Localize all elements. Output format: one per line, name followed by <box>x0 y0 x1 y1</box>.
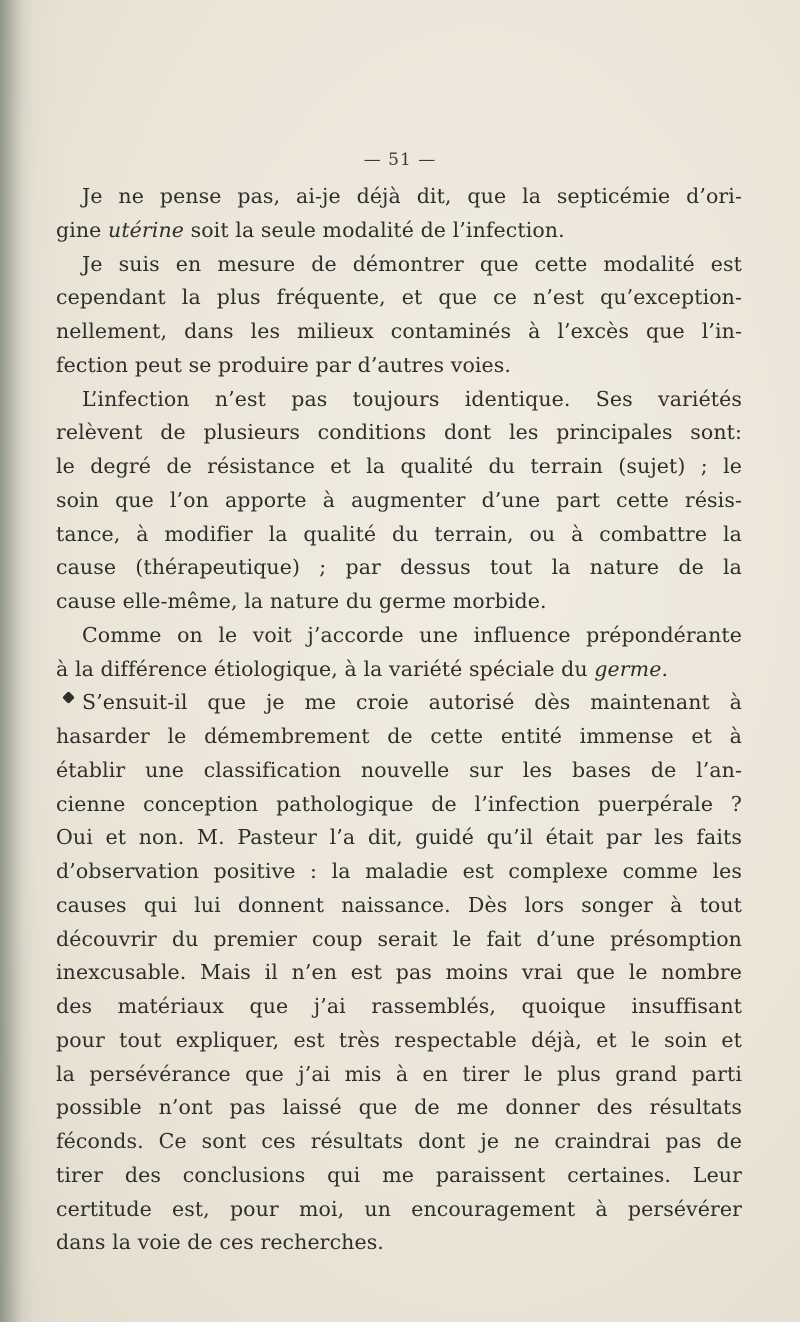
text-line: cependant la plus fréquente, et que ce n’est qu’exception- <box>56 285 742 310</box>
text-line: Comme on le voit j’accorde une influence prépondérante <box>82 622 742 647</box>
text-line: fection peut se produire par d’autres voies. <box>56 352 512 377</box>
text-line: des matériaux que j’ai rassemblés, quoique insuffisant <box>56 994 742 1018</box>
text-line: relèvent de plusieurs conditions dont les principales sont: <box>56 420 742 445</box>
text-line: hasarder le démembrement de cette entité immense et à <box>56 724 742 748</box>
text-line: pour tout expliquer, est très respectable déjà, et le soin et <box>56 1027 742 1052</box>
text-line: cienne conception pathologique de l’infection puerpérale ? <box>56 791 742 816</box>
binding-shadow <box>0 0 22 1322</box>
text-line: L’infection n’est pas toujours identique. Ses variétés <box>82 386 742 411</box>
text-line: féconds. Ce sont ces résultats dont je ne craindrai pas de <box>56 1129 742 1153</box>
text-line: Je suis en mesure de démontrer que cette modalité est <box>82 251 742 276</box>
text-line: inexcusable. Mais il n’en est pas moins vrai que le nombre <box>56 960 742 985</box>
text-line: découvrir du premier coup serait le fait d’une présomption <box>56 926 742 951</box>
text-line: établir une classification nouvelle sur les bases de l’an- <box>56 757 742 782</box>
text-line: la persévérance que j’ai mis à en tirer le plus grand parti <box>56 1061 742 1086</box>
text-segment: gine <box>56 217 109 242</box>
text-line: le degré de résistance et la qualité du terrain (sujet) ; le <box>56 454 742 478</box>
text-segment: à la différence étiologique, à la variété spéciale du <box>56 656 595 681</box>
text-line: nellement, dans les milieux contaminés à l’excès que l’in- <box>56 319 742 343</box>
text-line <box>56 214 742 248</box>
page-number: — 51 — <box>363 150 437 170</box>
text-line: Je ne pense pas, ai-je déjà dit, que la septicémie d’ori- <box>82 184 742 208</box>
body-text <box>56 180 742 1260</box>
text-line: certitude est, pour moi, un encouragement à persévérer <box>56 1196 742 1221</box>
text-segment: . <box>661 656 669 681</box>
text-segment: soit la seule modalité de l’infection. <box>184 217 565 242</box>
text-line: cause (thérapeutique) ; par dessus tout la nature de la <box>56 555 742 580</box>
text-line: possible n’ont pas laissé que de me donner des résultats <box>56 1095 742 1120</box>
text-line: S’ensuit-il que je me croie autorisé dès maintenant à <box>82 690 742 715</box>
text-line <box>56 653 742 687</box>
text-line: tance, à modifier la qualité du terrain, ou à combattre la <box>56 521 742 546</box>
text-line: soin que l’on apporte à augmenter d’une part cette résis- <box>56 487 742 512</box>
italic-term: germe <box>594 656 662 681</box>
text-line: causes qui lui donnent naissance. Dès lors songer à tout <box>56 892 742 917</box>
text-line: cause elle-même, la nature du germe morbide. <box>56 589 547 613</box>
text-line: dans la voie de ces recherches. <box>56 1230 384 1255</box>
text-line: d’observation positive : la maladie est complexe comme les <box>56 859 742 883</box>
text-line: Oui et non. M. Pasteur l’a dit, guidé qu’il était par les faits <box>56 825 742 850</box>
text-line: tirer des conclusions qui me paraissent certaines. Leur <box>56 1162 742 1187</box>
italic-term: utérine <box>108 217 184 242</box>
